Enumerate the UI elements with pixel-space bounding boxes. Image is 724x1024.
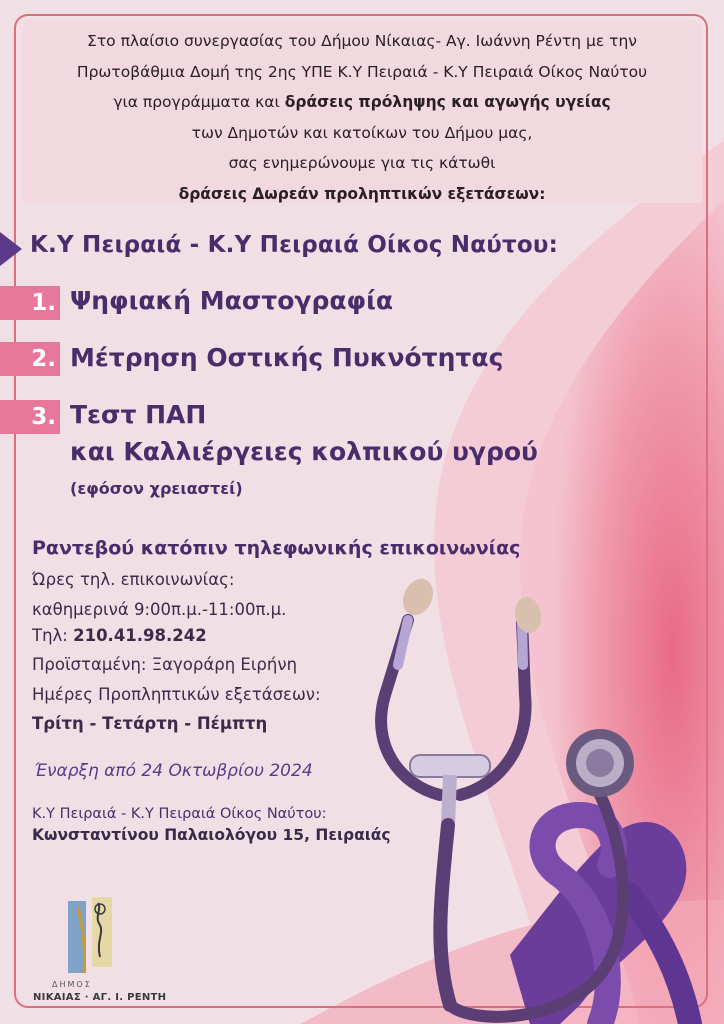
- item-number: 3.: [0, 400, 60, 434]
- address-street: Κωνσταντίνου Παλαιολόγου 15, Πειραιάς: [32, 826, 391, 844]
- hours-value: καθημερινά 9:00π.μ.-11:00π.μ.: [32, 600, 287, 619]
- item-label-2: και Καλλιέργειες κολπικού υγρού: [70, 437, 538, 466]
- intro-bold-span: δράσεις πρόληψης και αγωγής υγείας: [284, 93, 611, 111]
- intro-text-span: για προγράμματα και: [113, 93, 285, 111]
- hours-label: Ώρες τηλ. επικοινωνίας:: [32, 570, 235, 589]
- phone-label: Τηλ:: [32, 626, 74, 645]
- phone-line: [32, 626, 207, 645]
- item-number: 1.: [0, 286, 60, 320]
- item-label: Ψηφιακή Μαστογραφία: [70, 286, 393, 315]
- header-marker: [0, 232, 22, 266]
- supervisor: Προϊσταμένη: Ξαγοράρη Ειρήνη: [32, 655, 298, 674]
- days-label: Ημέρες Προπληπτικών εξετάσεων:: [32, 685, 321, 704]
- center-header: Κ.Υ Πειραιά - Κ.Υ Πειραιά Οίκος Ναύτου:: [30, 232, 558, 258]
- item-label: Μέτρηση Οστικής Πυκνότητας: [70, 343, 504, 372]
- phone-number: 210.41.98.242: [73, 626, 207, 645]
- address-title: Κ.Υ Πειραιά - Κ.Υ Πειραιά Οίκος Ναύτου:: [32, 806, 327, 822]
- start-date: Έναρξη από 24 Οκτωβρίου 2024: [34, 761, 313, 781]
- intro-line: [22, 87, 702, 118]
- intro-line: Στο πλαίσιο συνεργασίας του Δήμου Νίκαιας- Αγ. Ιωάννη Ρέντη με την: [87, 32, 637, 50]
- intro-line: Πρωτοβάθμια Δομή της 2ης ΥΠΕ Κ.Υ Πειραιά - Κ.Υ Πειραιά Οίκος Ναύτου: [76, 62, 648, 81]
- intro-bold-span: δράσεις Δωρεάν προληπτικών εξετάσεων:: [178, 184, 546, 203]
- logo-text-bottom: ΝΙΚΑΙΑΣ · ΑΓ. Ι. ΡΕΝΤΗ: [33, 992, 167, 1003]
- municipality-logo-icon: [68, 897, 116, 975]
- appointment-heading: Ραντεβού κατόπιν τηλεφωνικής επικοινωνίας: [32, 537, 521, 559]
- ribbon-icon: [510, 815, 690, 1024]
- days-value: Τρίτη - Τετάρτη - Πέμπτη: [32, 714, 268, 733]
- intro-text: [22, 26, 702, 209]
- logo-text-top: ΔΗΜΟΣ: [52, 980, 92, 989]
- item-number: 2.: [0, 342, 60, 376]
- stethoscope-icon: [360, 575, 724, 1024]
- intro-line: των Δημοτών και κατοίκων του Δήμου μας,: [191, 123, 533, 142]
- intro-line: [22, 179, 702, 210]
- intro-line: σας ενημερώνουμε για τις κάτωθι: [228, 154, 496, 172]
- item-note: (εφόσον χρειαστεί): [70, 479, 243, 498]
- item-label: Τεστ ΠΑΠ: [70, 400, 207, 429]
